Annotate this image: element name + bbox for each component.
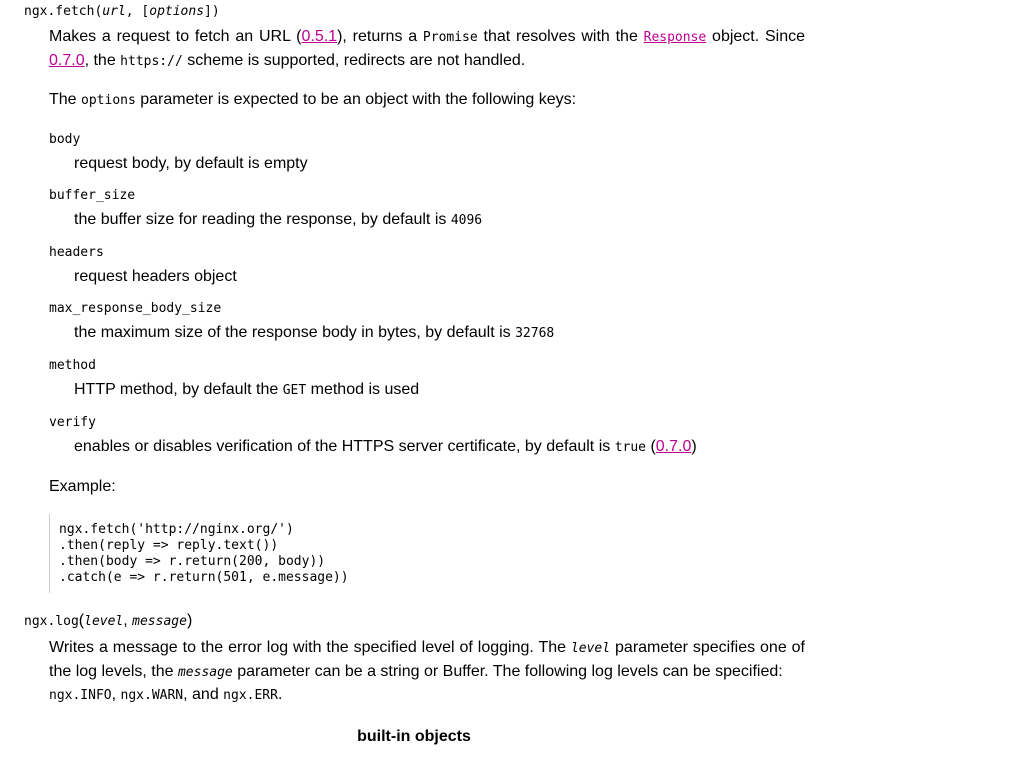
https-code: https:// <box>120 54 183 69</box>
level-code: level <box>570 641 611 656</box>
log-description: Writes a message to the error log with the specified level of logging. The level parameter specifies one of the log levels, the message parameter can be a string or Buffer. The following log levels can be specified: <box>49 639 806 680</box>
option-key-buffer-size: buffer_size <box>49 188 136 203</box>
section-title-built-in-objects: built-in objects <box>357 728 471 745</box>
log-signature: ngx.log(level, message) <box>24 612 193 629</box>
options-intro: The options parameter is expected to be an object with the following keys: <box>49 91 577 108</box>
version-link-0-5-1[interactable]: 0.5.1 <box>301 28 338 45</box>
version-link-0-7-0[interactable]: 0.7.0 <box>49 52 85 69</box>
response-link[interactable]: Response <box>643 30 707 45</box>
option-desc-headers: request headers object <box>74 268 237 285</box>
option-key-max-response-body-size: max_response_body_size <box>49 301 222 316</box>
fetch-description: Makes a request to fetch an URL (0.5.1), returns a Promise that resolves with the Response object. Since 0.7.0, the https:// scheme is supported, redirects are not handled. <box>49 28 805 69</box>
option-key-headers: headers <box>49 245 104 260</box>
log-sig-arg-level: level <box>84 614 124 629</box>
option-desc-verify: enables or disables verification of the HTTPS server certificate, by default is true (0.7.0) <box>74 438 697 455</box>
log-level-err: ngx.ERR <box>223 688 278 703</box>
message-code: message <box>177 665 233 680</box>
log-sig-name: ngx.log <box>24 614 79 629</box>
options-code: options <box>81 93 136 108</box>
option-key-verify: verify <box>49 415 96 430</box>
fetch-sig-arg-options: options <box>149 4 205 19</box>
option-desc-body: request body, by default is empty <box>74 155 308 172</box>
option-key-method: method <box>49 358 96 373</box>
promise-code: Promise <box>422 30 478 45</box>
example-code: ngx.fetch('http://nginx.org/') .then(reply => reply.text()) .then(body => r.return(200, body)) .catch(e => r.return(501, e.message)) <box>59 522 349 585</box>
option-key-body: body <box>49 132 81 147</box>
log-sig-arg-message: message <box>132 614 187 629</box>
fetch-sig-sep: , [ <box>125 4 150 19</box>
fetch-sig-arg-url: url <box>102 4 126 19</box>
fetch-sig-name: ngx.fetch( <box>24 4 103 19</box>
example-label: Example: <box>49 478 116 495</box>
option-desc-buffer-size: the buffer size for reading the response, by default is 4096 <box>74 211 483 228</box>
fetch-signature <box>24 2 220 20</box>
fetch-sig-end: ]) <box>204 4 220 19</box>
option-desc-method: HTTP method, by default the GET method is used <box>74 381 420 398</box>
option-desc-max-response-body-size: the maximum size of the response body in bytes, by default is 32768 <box>74 324 555 341</box>
example-code-block <box>49 514 809 593</box>
verify-version-link[interactable]: 0.7.0 <box>655 438 692 455</box>
log-levels-line: ngx.INFO, ngx.WARN, and ngx.ERR. <box>49 686 283 703</box>
log-level-warn: ngx.WARN <box>120 688 184 703</box>
log-level-info: ngx.INFO <box>49 688 112 703</box>
